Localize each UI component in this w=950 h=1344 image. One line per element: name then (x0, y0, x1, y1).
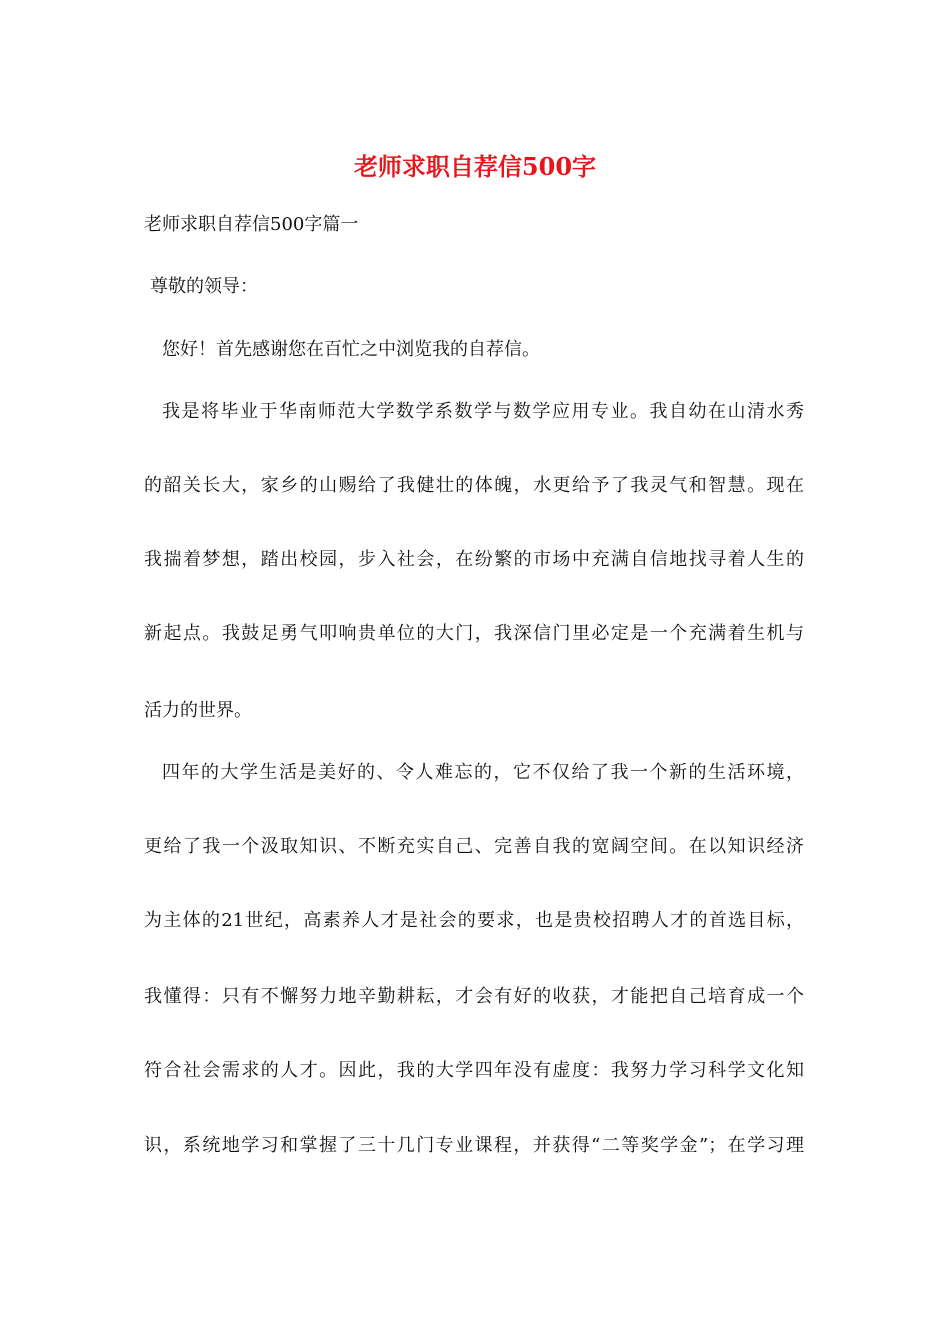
paragraph-line: 四年的大学生活是美好的、令人难忘的，它不仅给了我一个新的生活环境， (162, 762, 804, 783)
paragraph-line: 更给了我一个汲取知识、不断充实自己、完善自我的宽阔空间。在以知识经济 (144, 836, 804, 857)
document-title: 老师求职自荐信500字 (353, 152, 597, 181)
paragraph-line: 我是将毕业于华南师范大学数学系数学与数学应用专业。我自幼在山清水秀 (162, 401, 804, 422)
section-heading: 老师求职自荐信500字篇一 (144, 214, 359, 235)
paragraph-line: 活力的世界。 (144, 700, 252, 721)
paragraph-line: 为主体的21世纪，高素养人才是社会的要求，也是贵校招聘人才的首选目标， (144, 910, 804, 931)
paragraph-line: 我懂得：只有不懈努力地辛勤耕耘，才会有好的收获，才能把自己培育成一个 (144, 986, 804, 1007)
paragraph-line: 符合社会需求的人才。因此，我的大学四年没有虚度：我努力学习科学文化知 (144, 1060, 804, 1081)
paragraph-line: 我揣着梦想，踏出校园，步入社会，在纷繁的市场中充满自信地找寻着人生的 (144, 549, 804, 570)
salutation: 尊敬的领导： (150, 276, 258, 297)
paragraph-line: 的韶关长大，家乡的山赐给了我健壮的体魄，水更给予了我灵气和智慧。现在 (144, 475, 804, 496)
paragraph-line: 新起点。我鼓足勇气叩响贵单位的大门，我深信门里必定是一个充满着生机与 (144, 623, 804, 644)
paragraph-line: 识，系统地学习和掌握了三十几门专业课程，并获得“二等奖学金”；在学习理 (144, 1135, 804, 1156)
paragraph-line: 您好！首先感谢您在百忙之中浏览我的自荐信。 (162, 339, 540, 360)
